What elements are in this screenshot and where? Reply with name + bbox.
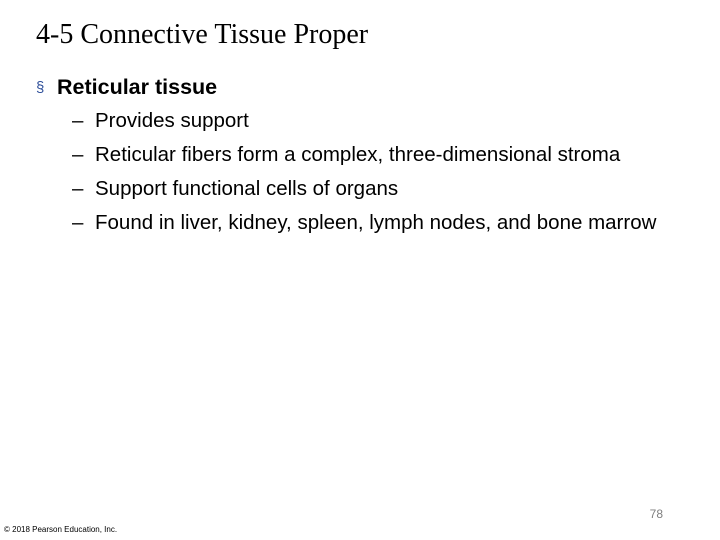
sub-bullet-text: Reticular fibers form a complex, three-dimensional stroma [95, 143, 621, 166]
sub-bullet-item [36, 106, 695, 135]
sub-bullet-text: Support functional cells of organs [95, 177, 399, 200]
dash-marker-icon: – [72, 177, 84, 200]
sub-bullet-text: Provides support [95, 109, 249, 132]
bullet-text: Reticular tissue [57, 75, 218, 99]
dash-marker-icon: – [72, 109, 84, 132]
sub-bullet-item [36, 140, 695, 169]
sub-bullet-item [36, 174, 695, 203]
bullet-marker-icon: § [36, 79, 45, 96]
slide-title: 4-5 Connective Tissue Proper [36, 19, 369, 50]
sub-bullet-text: Found in liver, kidney, spleen, lymph nodes, and bone marrow [95, 211, 657, 234]
bullet-item-reticular-tissue [36, 74, 696, 101]
dash-marker-icon: – [72, 211, 84, 234]
slide-content [36, 74, 696, 242]
sub-bullet-list [36, 106, 696, 237]
page-number: 78 [649, 507, 663, 521]
sub-bullet-item [36, 208, 695, 237]
dash-marker-icon: – [72, 143, 84, 166]
copyright-notice: © 2018 Pearson Education, Inc. [4, 525, 118, 534]
